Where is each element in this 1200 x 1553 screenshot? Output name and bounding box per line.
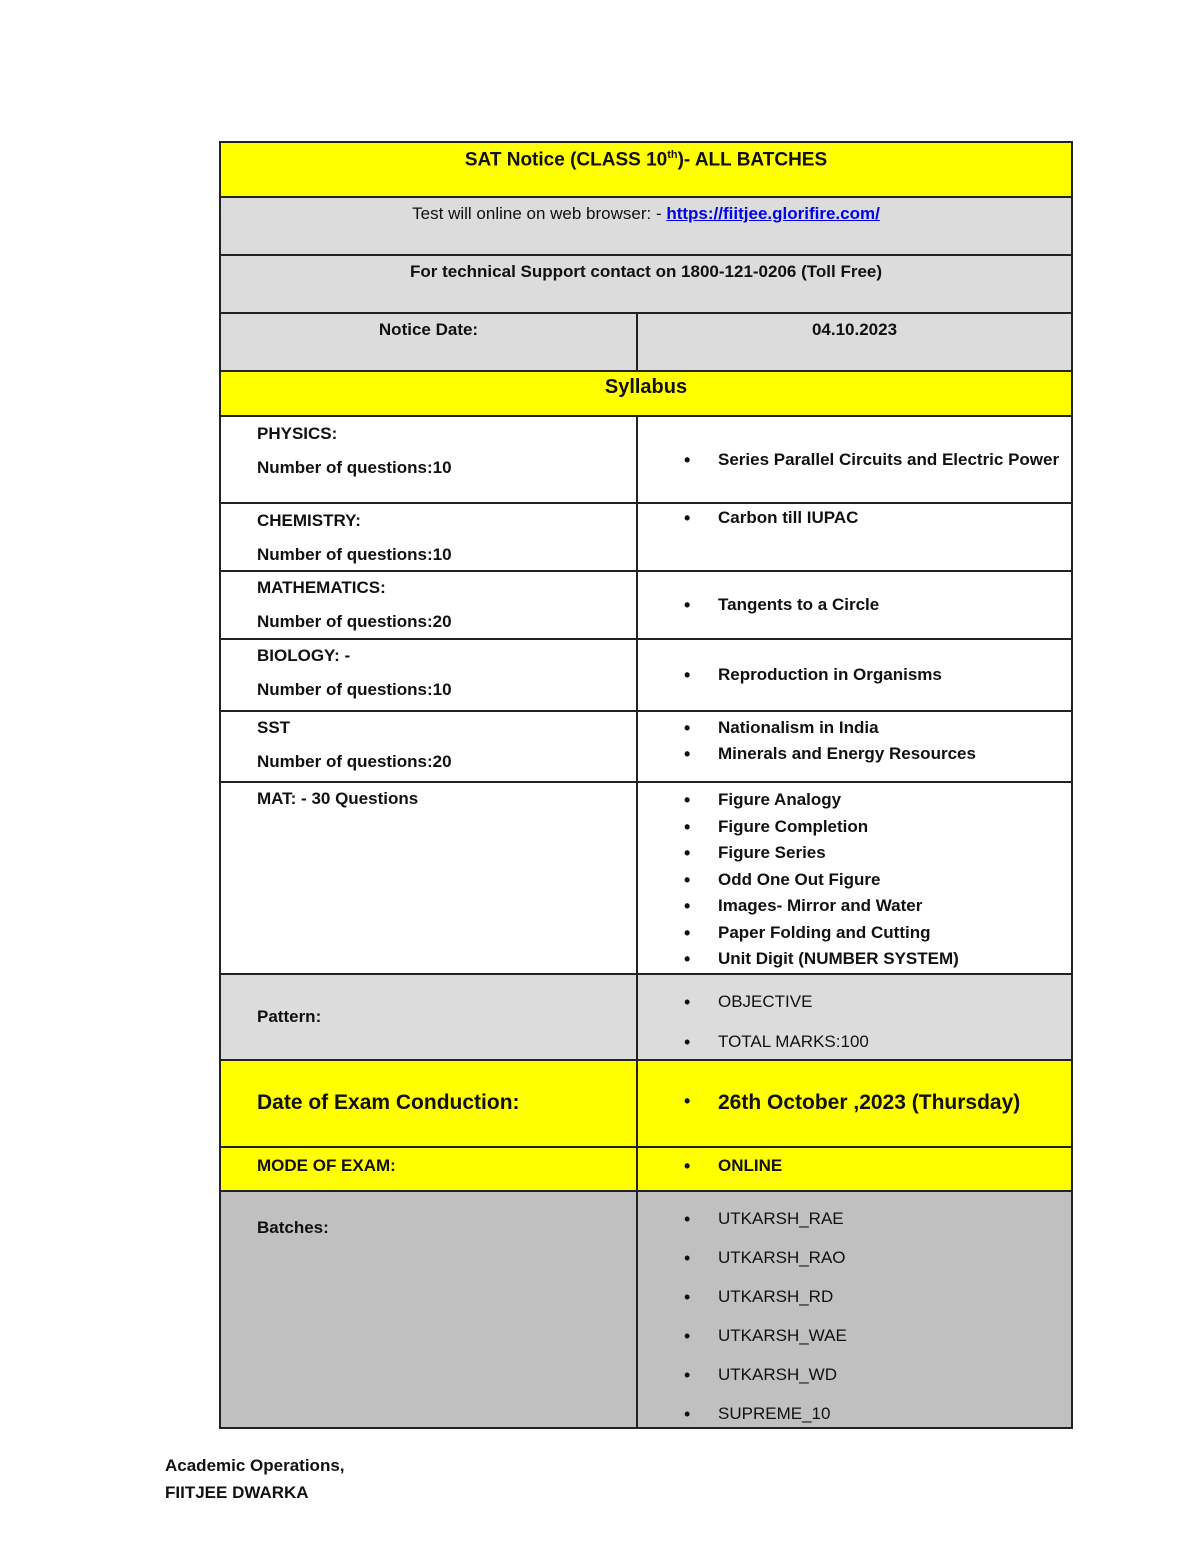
list-item: • OBJECTIVE <box>648 991 1061 1013</box>
list-item: • Odd One Out Figure <box>648 867 1061 894</box>
pattern-label: Pattern: <box>220 974 637 1060</box>
batches-label: Batches: <box>220 1191 637 1428</box>
list-item: • UTKARSH_RAE <box>648 1208 1061 1230</box>
list-item: • Minerals and Energy Resources <box>648 741 1061 767</box>
subject-mat: MAT: - 30 Questions <box>220 782 637 974</box>
list-item: • SUPREME_10 <box>648 1403 1061 1425</box>
notice-date-label: Notice Date: <box>220 313 637 371</box>
batches-list <box>637 1191 1072 1428</box>
list-item: • UTKARSH_WD <box>648 1364 1061 1386</box>
subject-biology: BIOLOGY: - Number of questions:10 <box>220 639 637 711</box>
list-item: • Paper Folding and Cutting <box>648 920 1061 947</box>
list-item: • Figure Series <box>648 840 1061 867</box>
test-portal-link[interactable]: https://fiitjee.glorifire.com/ <box>666 204 880 223</box>
list-item: • Carbon till IUPAC <box>648 508 1061 528</box>
list-item: • UTKARSH_RD <box>648 1286 1061 1308</box>
exam-date-label: Date of Exam Conduction: <box>220 1060 637 1147</box>
topics-chemistry <box>637 503 1072 571</box>
topics-mathematics <box>637 571 1072 639</box>
sat-notice-table <box>219 141 1073 1429</box>
subject-chemistry: CHEMISTRY: Number of questions:10 <box>220 503 637 571</box>
subject-sst: SST Number of questions:20 <box>220 711 637 782</box>
topics-physics <box>637 416 1072 503</box>
footer-department: Academic Operations, <box>165 1456 345 1475</box>
list-item: • Unit Digit (NUMBER SYSTEM) <box>648 946 1061 973</box>
mode-label: MODE OF EXAM: <box>220 1147 637 1191</box>
list-item: • Reproduction in Organisms <box>648 665 1061 685</box>
list-item: • Images- Mirror and Water <box>648 893 1061 920</box>
list-item: • Figure Completion <box>648 814 1061 841</box>
signature-block <box>165 1452 345 1506</box>
list-item: • UTKARSH_RAO <box>648 1247 1061 1269</box>
exam-date-value: • 26th October ,2023 (Thursday) <box>648 1091 1061 1115</box>
online-text: Test will online on web browser: - <box>412 204 667 223</box>
list-item: • UTKARSH_WAE <box>648 1325 1061 1347</box>
support-info: For technical Support contact on 1800-121-0206 (Toll Free) <box>220 255 1072 313</box>
topics-biology <box>637 639 1072 711</box>
topics-mat <box>637 782 1072 974</box>
pattern-items <box>637 974 1072 1060</box>
topics-sst <box>637 711 1072 782</box>
list-item: • Figure Analogy <box>648 787 1061 814</box>
subject-physics: PHYSICS: Number of questions:10 <box>220 416 637 503</box>
list-item: • TOTAL MARKS:100 <box>648 1031 1061 1053</box>
subject-mathematics: MATHEMATICS: Number of questions:20 <box>220 571 637 639</box>
mode-value: • ONLINE <box>648 1156 1061 1176</box>
list-item: • Tangents to a Circle <box>648 595 1061 615</box>
list-item: • Series Parallel Circuits and Electric Power <box>648 450 1061 470</box>
mode-value-cell <box>637 1147 1072 1191</box>
title-superscript: th <box>667 149 678 161</box>
online-info <box>220 197 1072 255</box>
list-item: • Nationalism in India <box>648 715 1061 741</box>
notice-date-value: 04.10.2023 <box>637 313 1072 371</box>
notice-title: SAT Notice (CLASS 10th)- ALL BATCHES <box>220 142 1072 197</box>
syllabus-heading: Syllabus <box>220 371 1072 416</box>
footer-organization: FIITJEE DWARKA <box>165 1483 309 1502</box>
exam-date-value-cell <box>637 1060 1072 1147</box>
